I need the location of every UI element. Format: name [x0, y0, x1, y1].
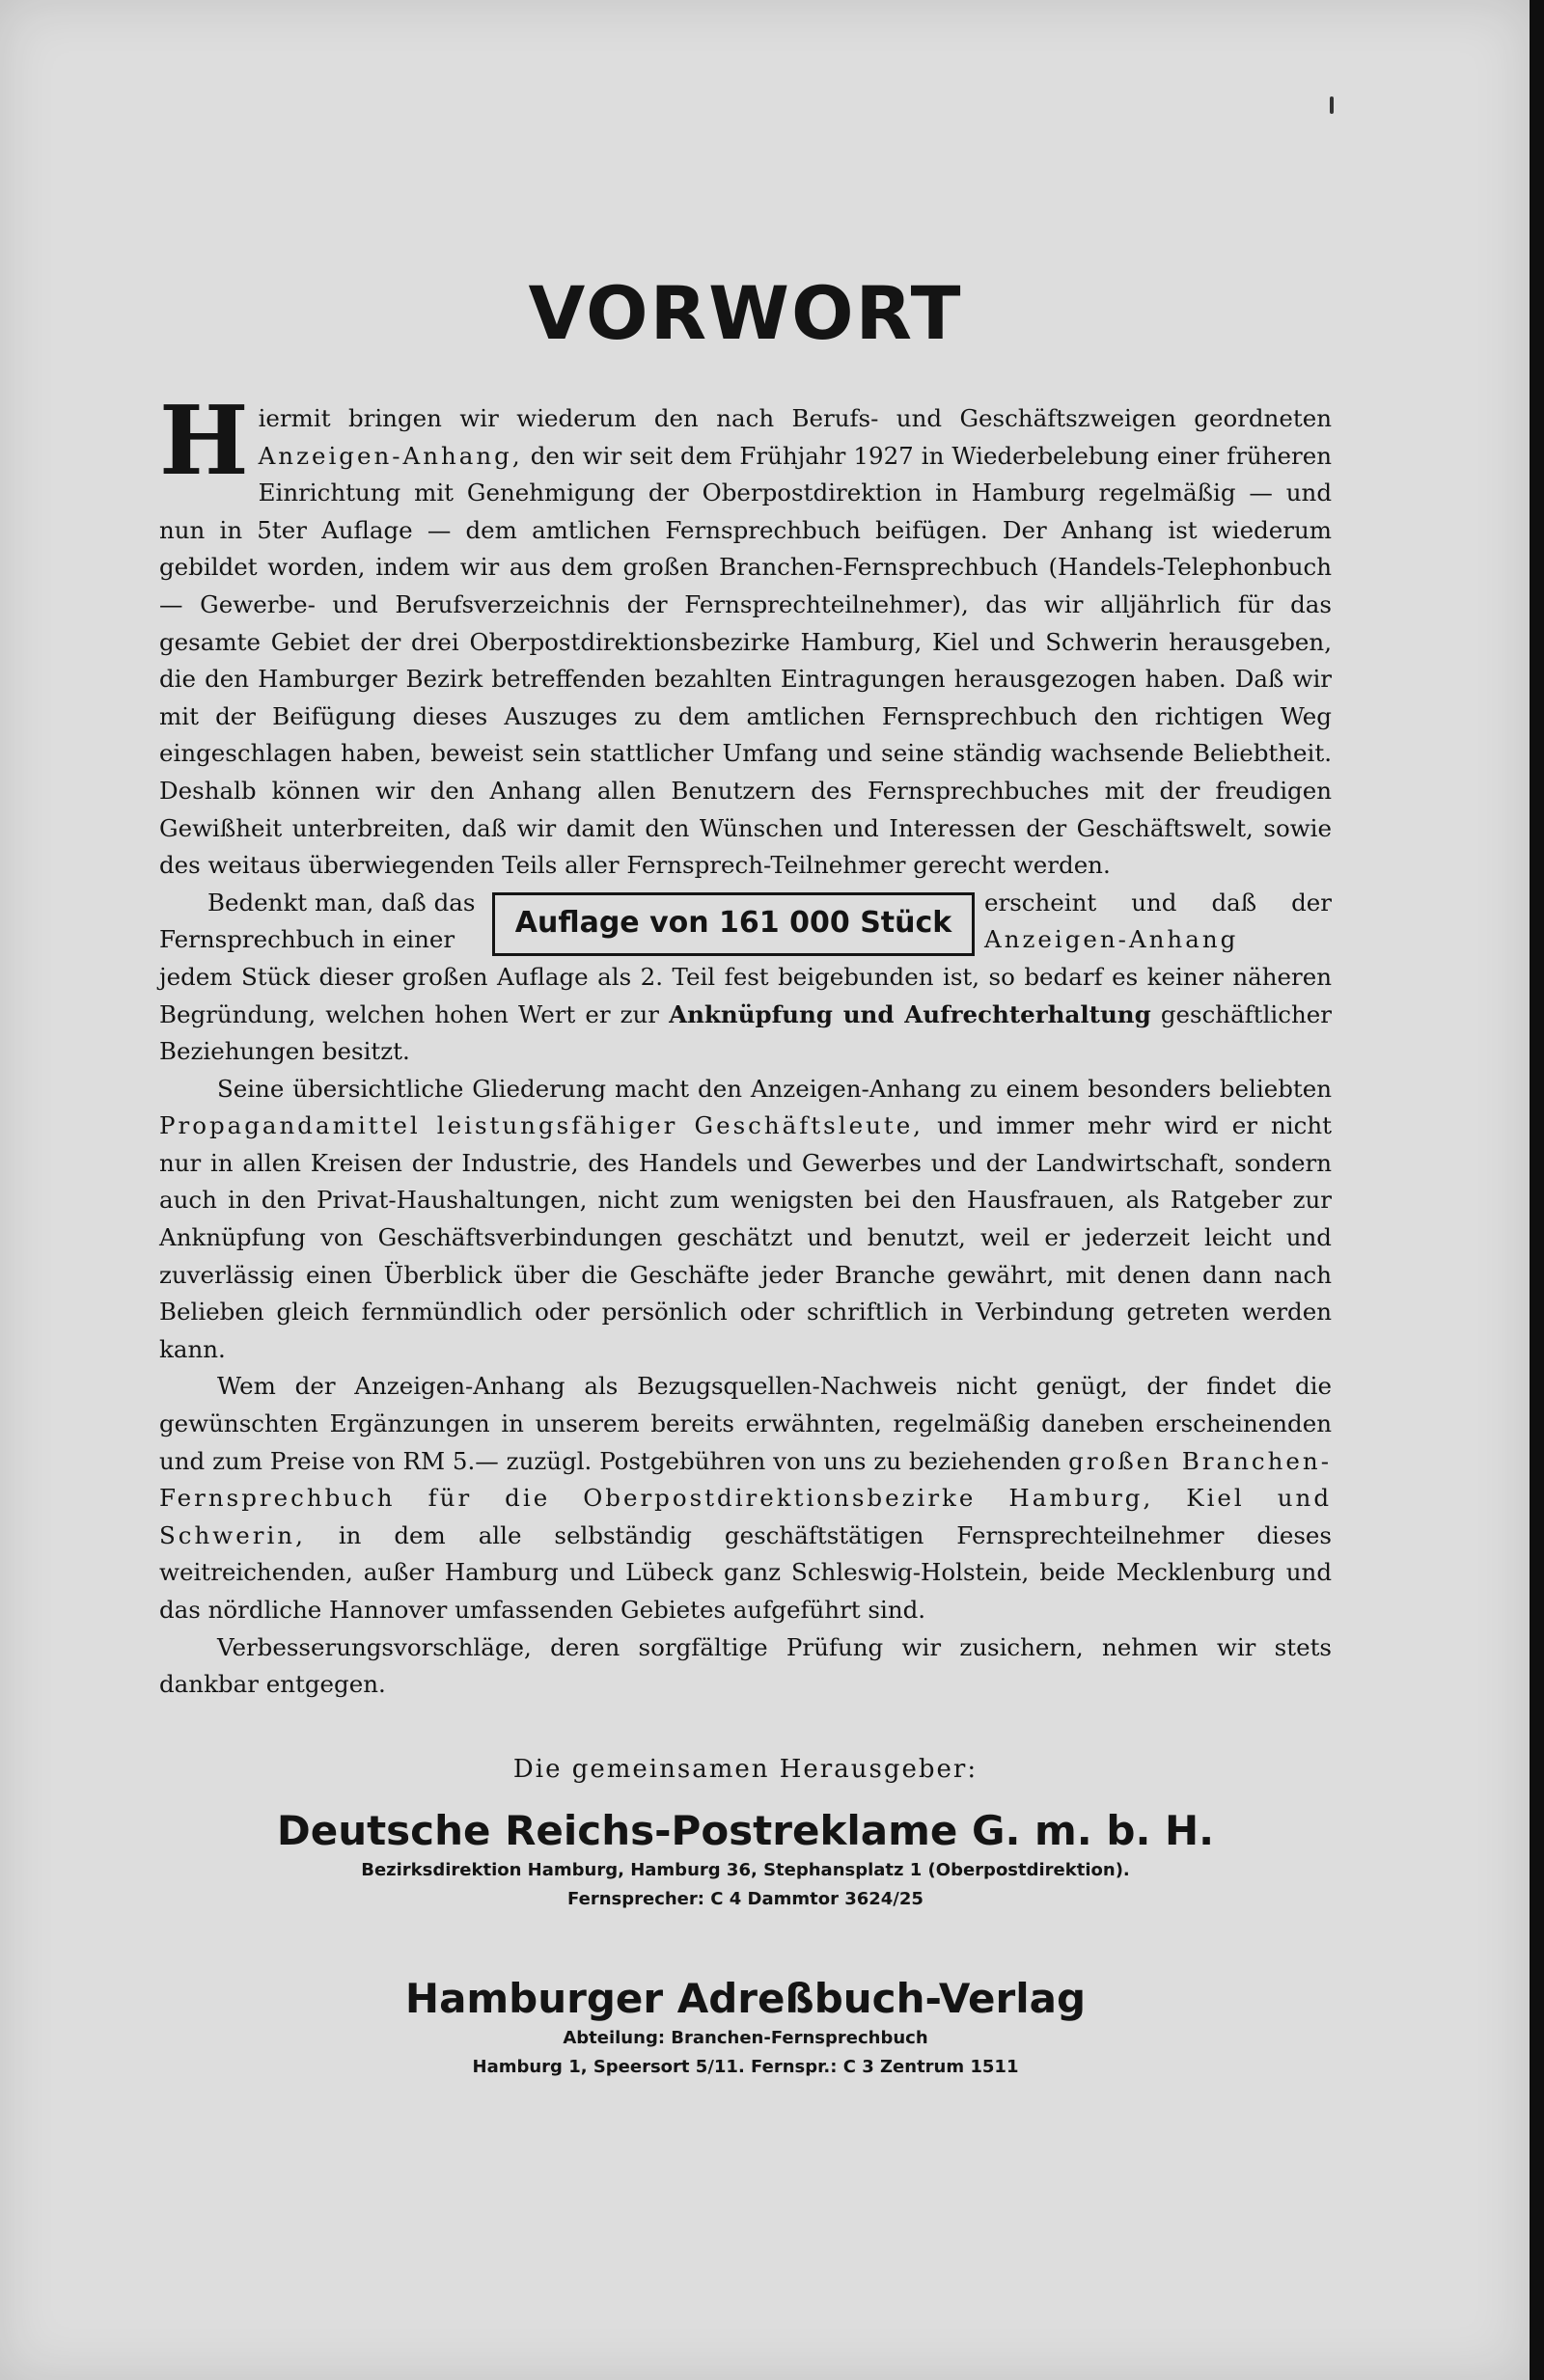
paragraph-1 — [159, 386, 1332, 885]
publishers-signoff — [159, 1750, 1332, 2082]
publisher-spacer — [159, 1914, 1332, 1974]
paragraph-3-text-b: und immer mehr wird er nicht nur in allen Kreisen der Industrie, des Handels und Gewerbes und der Landwirtschaft, sondern auch in den Privat-Haushaltungen, nicht zum wenigsten bei den Hausfrauen, als Ratgeber zur Anknüpfung von Geschäftsverbindungen geschätzt und benutzt, weil er jederzeit leicht und zuverlässig einen Überblick über die Geschäfte jeder Branche gewährt, mit denen dann nach Belieben gleich fernmündlich oder persönlich oder schriftlich in Verbindung getreten werden kann. — [159, 1111, 1332, 1363]
circulation-left-line-2: Fernsprechbuch in einer — [159, 925, 455, 954]
circulation-row — [159, 885, 1332, 959]
paragraph-2-text-a: jedem Stück dieser großen Auflage als 2. Teil fest beigebunden ist, so bedarf es keiner näheren Begründung, welchen hohen Wert er zur — [159, 962, 1332, 1028]
publisher-2-address: Hamburg 1, Speersort 5/11. Fernspr.: C 3 Zentrum 1511 — [472, 2056, 1019, 2077]
circulation-box-wrapper — [492, 885, 984, 956]
page-title: VORWORT — [528, 270, 963, 356]
paragraph-1-text-b: den wir seit dem Frühjahr 1927 in Wiederbelebung einer früheren Einrichtung mit Genehmigung der Oberpostdirektion in Hamburg regelmäßig — und nun in 5ter Auflage — dem amtlichen Fernsprechbuch beifügen. Der Anhang ist wiederum gebildet worden, indem wir aus dem großen Branchen-Fernsprechbuch (Handels-Telephonbuch — Gewerbe- und Berufsverzeichnis der Fernsprechteilnehmer), das wir alljährlich für das gesamte Gebiet der drei Oberpostdirektionsbezirke Hamburg, Kiel und Schwerin herausgeben, die den Hamburger Bezirk betreffenden bezahlten Eintragungen herausgezogen haben. Daß wir mit der Beifügung dieses Auszuges zu dem amtlichen Fernsprechbuch den richtigen Weg eingeschlagen haben, beweist sein stattlicher Umfang und seine ständig wachsende Beliebtheit. Deshalb können wir den Anhang allen Benutzern des Fernsprechbuches mit der freudigen Gewißheit unterbreiten, daß wir damit den Wünschen und Interessen der Geschäftswelt, sowie des weitaus überwiegenden Teils aller Fernsprech-Teilnehmer gerecht werden. — [159, 441, 1332, 880]
drop-cap: H — [159, 386, 249, 497]
paragraph-2 — [159, 885, 1332, 1071]
circulation-right — [984, 885, 1332, 959]
circulation-left — [159, 885, 492, 959]
paragraph-2-text-b: geschäftlicher Beziehungen besitzt. — [159, 999, 1332, 1066]
paragraph-4 — [159, 1368, 1332, 1628]
paragraph-1-text-a: iermit bringen wir wiederum den nach Berufs- und Geschäftszweigen geordneten — [258, 404, 1332, 432]
publisher-2-department: Abteilung: Branchen-Fernsprechbuch — [563, 2027, 928, 2048]
paragraph-2-bold-phrase: Anknüpfung und Aufrechterhaltung — [669, 999, 1151, 1028]
preface-content — [159, 270, 1332, 2082]
paragraph-4-text-a: Wem der Anzeigen-Anhang als Bezugsquellen-Nachweis nicht genügt, der findet die gewünschten Ergänzungen in unserem bereits erwähnten, regelmäßig daneben erscheinenden und zum Preise von RM 5.— zuzügl. Postgebühren von uns zu beziehenden — [159, 1372, 1332, 1475]
circulation-left-line-1: Bedenkt man, daß das — [207, 888, 476, 916]
signoff-intro: Die gemeinsamen Herausgeber: — [512, 1754, 979, 1784]
paragraph-1-spaced-phrase: Anzeigen-Anhang, — [258, 441, 523, 470]
publisher-2-name: Hamburger Adreßbuch-Verlag — [404, 1974, 1087, 2022]
paragraph-4-text-b: in dem alle selbständig geschäftstätigen Fernsprechteilnehmer dieses weitreichenden, außer Hamburg und Lübeck ganz Schleswig-Holstein, beide Mecklenburg und das nördliche Hannover umfassenden Gebietes aufgeführt sind. — [159, 1520, 1332, 1624]
circulation-right-line-1: erscheint und daß der — [984, 888, 1332, 916]
scan-edge — [1530, 0, 1544, 2380]
circulation-right-line-2: Anzeigen-Anhang — [984, 925, 1239, 954]
paragraph-3-text-a: Seine übersichtliche Gliederung macht den Anzeigen-Anhang zu einem besonders beliebten — [217, 1074, 1332, 1103]
paragraph-5: Verbesserungsvorschläge, deren sorgfältige Prüfung wir zusichern, nehmen wir stets dankbar entgegen. — [159, 1632, 1332, 1699]
publisher-1-name: Deutsche Reichs-Postreklame G. m. b. H. — [276, 1806, 1215, 1854]
scan-speck — [1330, 96, 1334, 114]
publisher-1-phone: Fernsprecher: C 4 Dammtor 3624/25 — [567, 1888, 924, 1909]
paragraph-2-continued — [159, 959, 1332, 1071]
preface-body — [159, 386, 1332, 1704]
paragraph-3-spaced-phrase: Propagandamittel leistungsfähiger Geschäftsleute, — [159, 1111, 924, 1140]
paragraph-4-spaced-phrase: großen Branchen-Fernsprechbuch für die Oberpostdirektionsbezirke Hamburg, Kiel und Schwerin, — [159, 1446, 1332, 1549]
publisher-1-address: Bezirksdirektion Hamburg, Hamburg 36, Stephansplatz 1 (Oberpostdirektion). — [361, 1859, 1130, 1880]
paragraph-3 — [159, 1071, 1332, 1369]
circulation-box: Auflage von 161 000 Stück — [492, 892, 975, 956]
